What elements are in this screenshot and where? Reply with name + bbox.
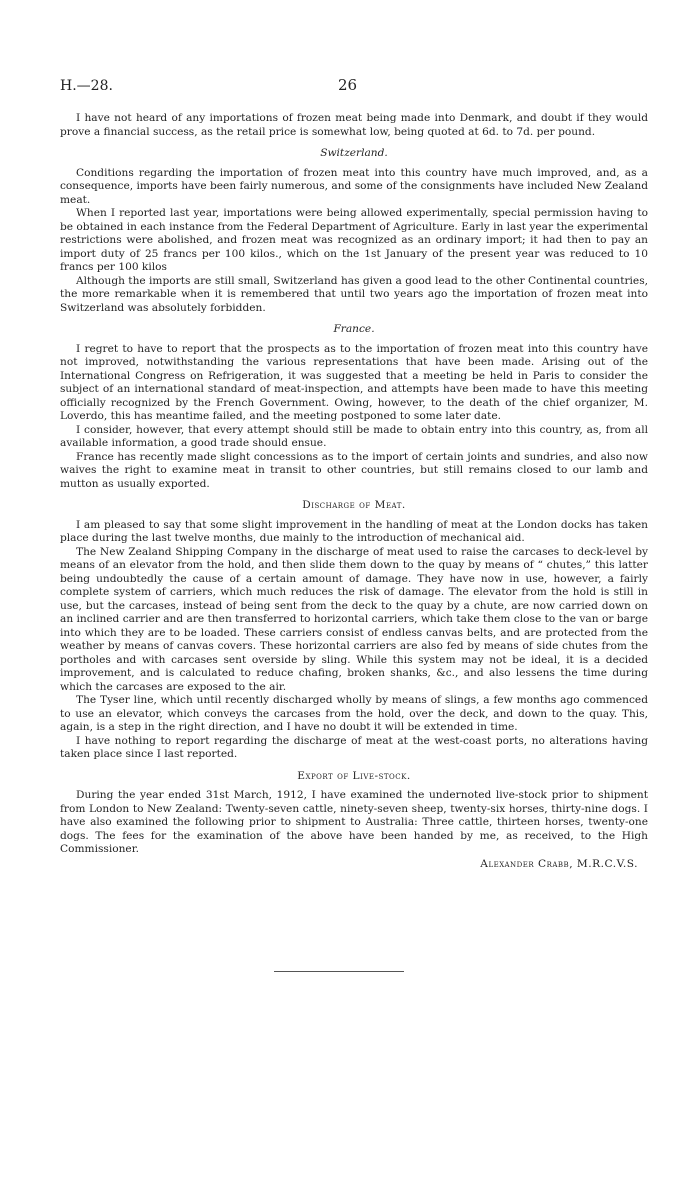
paragraph-export-1: During the year ended 31st March, 1912, I have examined the undernoted live-stock prior to shipment from London to New Zealand: Twenty-seven cattle, ninety-seven sheep, twenty-six horses, thirty-nine dogs. I have also examined the following prior to shipment to Australia: Three cattle, thirteen horses, twenty-one dogs. The fees for the examination of the above have been handed by me, as received, to the High Commissioner.	[60, 789, 648, 855]
paragraph-denmark: I have not heard of any importations of frozen meat being made into Denmark, and doubt if they would prove a financial success, as the retail price is somewhat low, being quoted at 6d. to 7d. per pound.	[60, 112, 648, 138]
paragraph-switzerland-1: Conditions regarding the importation of frozen meat into this country have much improved, and, as a consequence, imports have been fairly numerous, and some of the consignments have included New Zealand meat.	[60, 166, 648, 206]
section-heading-switzerland: Switzerland.	[320, 147, 388, 159]
paragraph-france-1: I regret to have to report that the prospects as to the importation of frozen meat into this country have not improved, notwithstanding the various representations that have been made. Arising out of the International Congress on Refrigeration, it was suggested that a meeting be held in Paris to consider the subject of an international standard of meat-inspection, and attempts have been made to have this meeting officially recognized by the French Government. Owing, however, to the death of the chief organizer, M. Loverdo, this has meantime failed, and the meeting postponed to some later date.	[60, 342, 648, 422]
section-heading-export: Export of Live-stock.	[297, 769, 411, 782]
document-body	[60, 112, 648, 871]
paragraph-switzerland-3: Although the imports are still small, Switzerland has given a good lead to the other Continental countries, the more remarkable when it is remembered that until two years ago the importation of frozen meat into Switzerland was absolutely forbidden.	[60, 274, 648, 314]
paragraph-switzerland-2: When I reported last year, importations were being allowed experimentally, special permission having to be obtained in each instance from the Federal Department of Agriculture. Early in last year the experimental restrictions were abolished, and frozen meat was recognized as an ordinary import; it had then to pay an import duty of 25 francs per 100 kilos., which on the 1st January of the present year was reduced to 10 francs per 100 kilos	[60, 207, 648, 273]
paragraph-discharge-4: I have nothing to report regarding the discharge of meat at the west-coast ports, no alterations having taken place since I last reported.	[60, 734, 648, 760]
paragraph-france-2: I consider, however, that every attempt should still be made to obtain entry into this country, as, from all available information, a good trade should ensue.	[60, 423, 648, 449]
author-signature: Alexander Crabb, M.R.C.V.S.	[480, 857, 638, 870]
paragraph-france-3: France has recently made slight concessions as to the import of certain joints and sundries, and also now waives the right to examine meat in transit to other countries, but still remains closed to our lamb and mutton as usually exported.	[60, 450, 648, 490]
paragraph-discharge-3: The Tyser line, which until recently discharged wholly by means of slings, a few months ago commenced to use an elevator, which conveys the carcases from the hold, over the deck, and down to the quay. This, again, is a step in the right direction, and I have no doubt it will be extended in time.	[60, 694, 648, 733]
document-reference: H.—28.	[60, 78, 113, 94]
closing-rule	[274, 971, 404, 972]
page-number: 26	[338, 76, 358, 94]
paragraph-discharge-2: The New Zealand Shipping Company in the discharge of meat used to raise the carcases to deck-level by means of an elevator from the hold, and then slide them down to the quay by means of “ chutes,” this latter being undoubtedly the cause of a certain amount of damage. They have now in use, however, a fairly complete system of carriers, which much reduces the risk of damage. The elevator from the hold is still in use, but the carcases, instead of being sent from the deck to the quay by a chute, are now carried down on an inclined carrier and are then transferred to horizontal carriers, which take them close to the van or barge into which they are to be loaded. These carriers consist of endless canvas belts, and are protected from the weather by means of canvas covers. These horizontal carriers are also fed by means of side chutes from the portholes and with carcases sent overside by sling. While this system may not be ideal, it is a decided improvement, and is calculated to reduce chafing, broken shanks, &c., and also lessens the time during which the carcases are exposed to the air.	[60, 545, 648, 693]
section-heading-discharge: Discharge of Meat.	[302, 499, 406, 511]
section-heading-france: France.	[333, 323, 375, 335]
paragraph-discharge-1: I am pleased to say that some slight improvement in the handling of meat at the London docks has taken place during the last twelve months, due mainly to the introduction of mechanical aid.	[60, 518, 648, 544]
